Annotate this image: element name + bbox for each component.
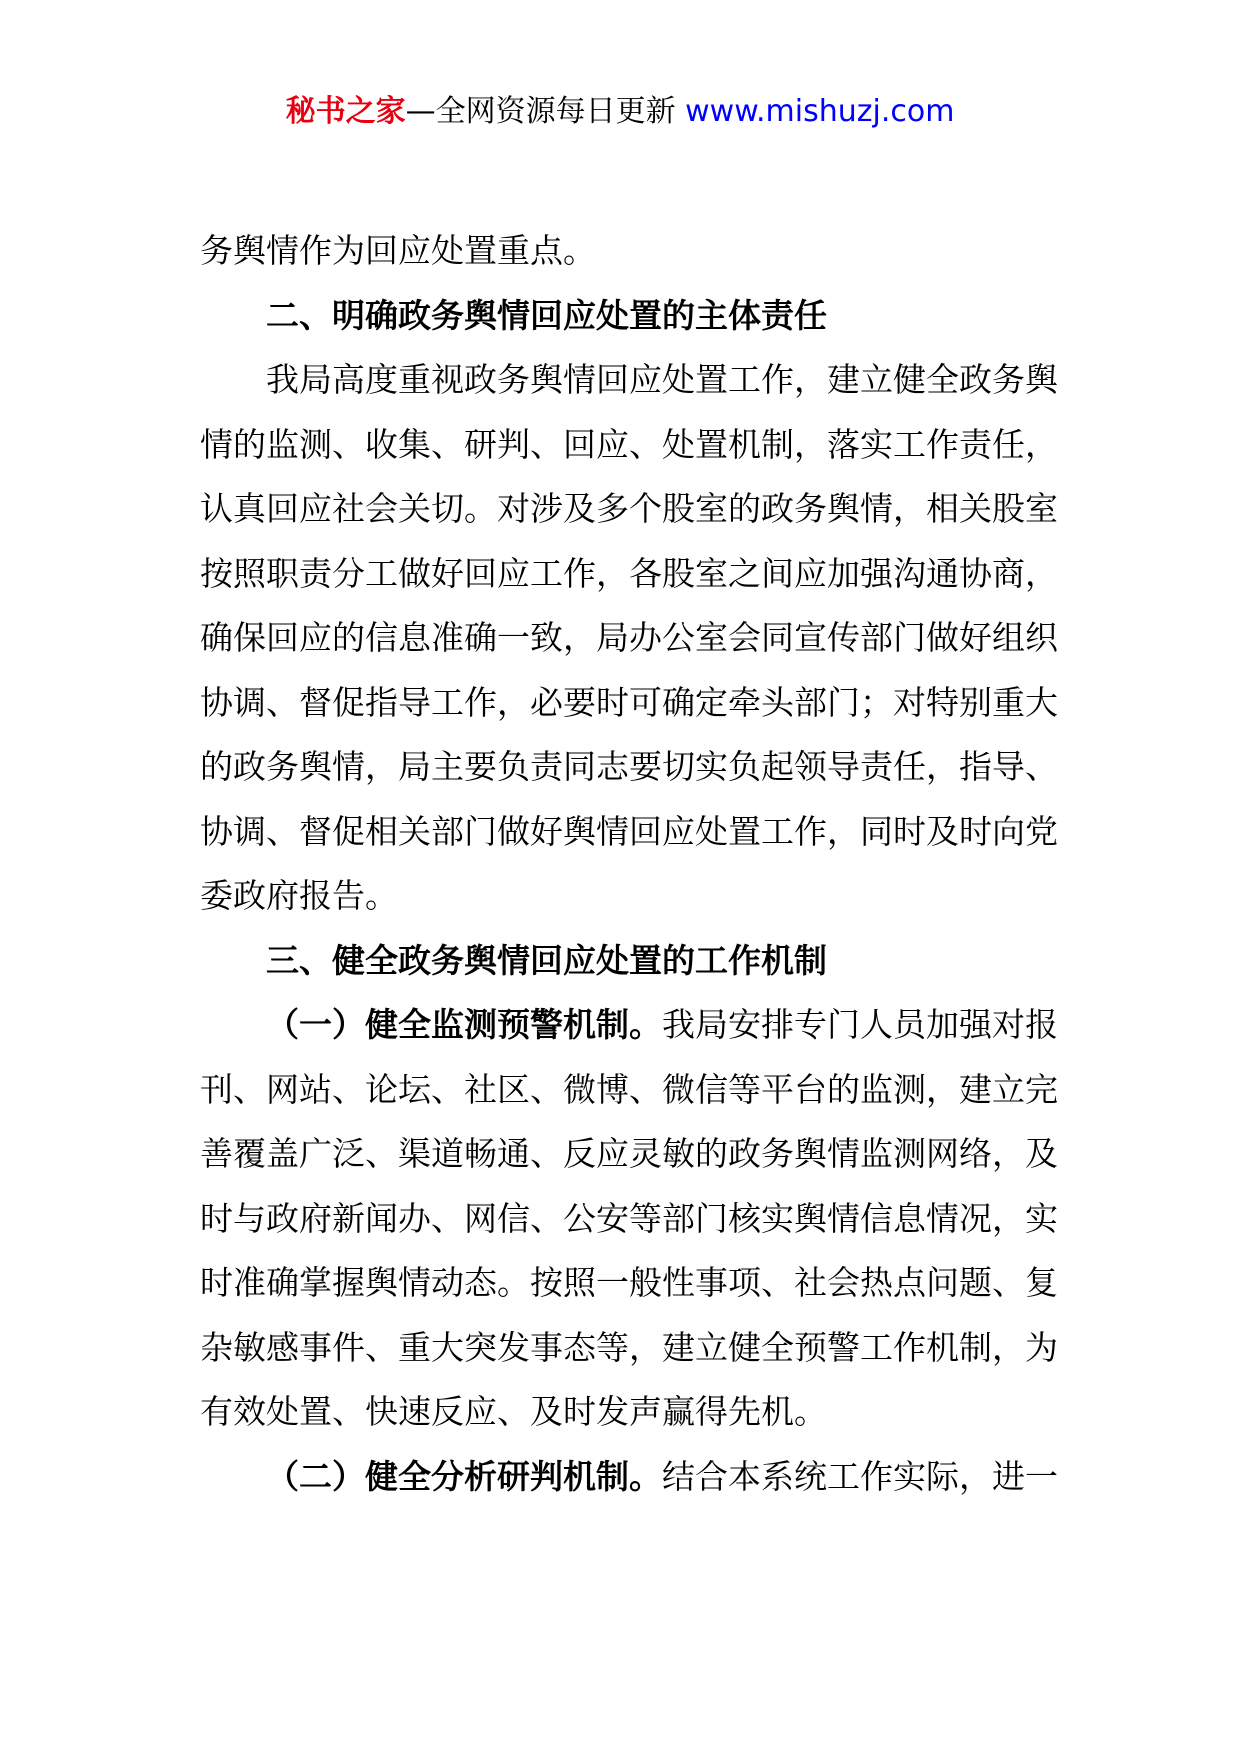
paragraph-text: 结合本系统工作实际，进一 [662, 1456, 1058, 1496]
paragraph-line: 确保回应的信息准确一致，局办公室会同宣传部门做好组织 [200, 618, 1058, 657]
header-tagline: —全网资源每日更新 [405, 94, 686, 129]
subsection-heading: （二）健全分析研判机制。 [266, 1456, 662, 1496]
paragraph-line: 务舆情作为回应处置重点。 [200, 231, 596, 270]
paragraph-line: 时与政府新闻办、网信、公安等部门核实舆情信息情况，实 [200, 1198, 1058, 1238]
paragraph-line: 协调、督促指导工作，必要时可确定牵头部门；对特别重大 [200, 682, 1058, 722]
document-body [200, 219, 1070, 1509]
paragraph-line: 认真回应社会关切。对涉及多个股室的政务舆情，相关股室 [200, 489, 1058, 528]
paragraph-line: 的政务舆情，局主要负责同志要切实负起领导责任，指导、 [200, 747, 1058, 786]
paragraph-line: 杂敏感事件、重大突发事态等，建立健全预警工作机制，为 [200, 1327, 1058, 1367]
paragraph-line [200, 1445, 1070, 1510]
paragraph-line: 按照职责分工做好回应工作，各股室之间应加强沟通协商， [200, 553, 1058, 593]
paragraph-line: 时准确掌握舆情动态。按照一般性事项、社会热点问题、复 [200, 1263, 1058, 1302]
paragraph-line: 善覆盖广泛、渠道畅通、反应灵敏的政务舆情监测网络，及 [200, 1134, 1058, 1173]
paragraph-line: 情的监测、收集、研判、回应、处置机制，落实工作责任， [200, 424, 1058, 464]
paragraph-line: 委政府报告。 [200, 876, 398, 915]
page-header [0, 92, 1240, 132]
brand-name: 秘书之家 [285, 94, 406, 129]
paragraph-line [200, 993, 1070, 1058]
paragraph-line: 协调、督促相关部门做好舆情回应处置工作，同时及时向党 [200, 811, 1058, 851]
section-heading: 三、健全政务舆情回应处置的工作机制 [266, 940, 827, 980]
section-heading: 二、明确政务舆情回应处置的主体责任 [266, 295, 827, 335]
subsection-heading: （一）健全监测预警机制。 [266, 1005, 662, 1044]
paragraph-line: 刊、网站、论坛、社区、微博、微信等平台的监测，建立完 [200, 1069, 1058, 1109]
paragraph-line: 我局高度重视政务舆情回应处置工作，建立健全政务舆 [266, 360, 1058, 399]
site-url-link[interactable]: www.mishuzj.com [685, 94, 955, 129]
paragraph-line: 有效处置、快速反应、及时发声赢得先机。 [200, 1392, 827, 1431]
paragraph-text: 我局安排专门人员加强对报 [662, 1005, 1058, 1044]
